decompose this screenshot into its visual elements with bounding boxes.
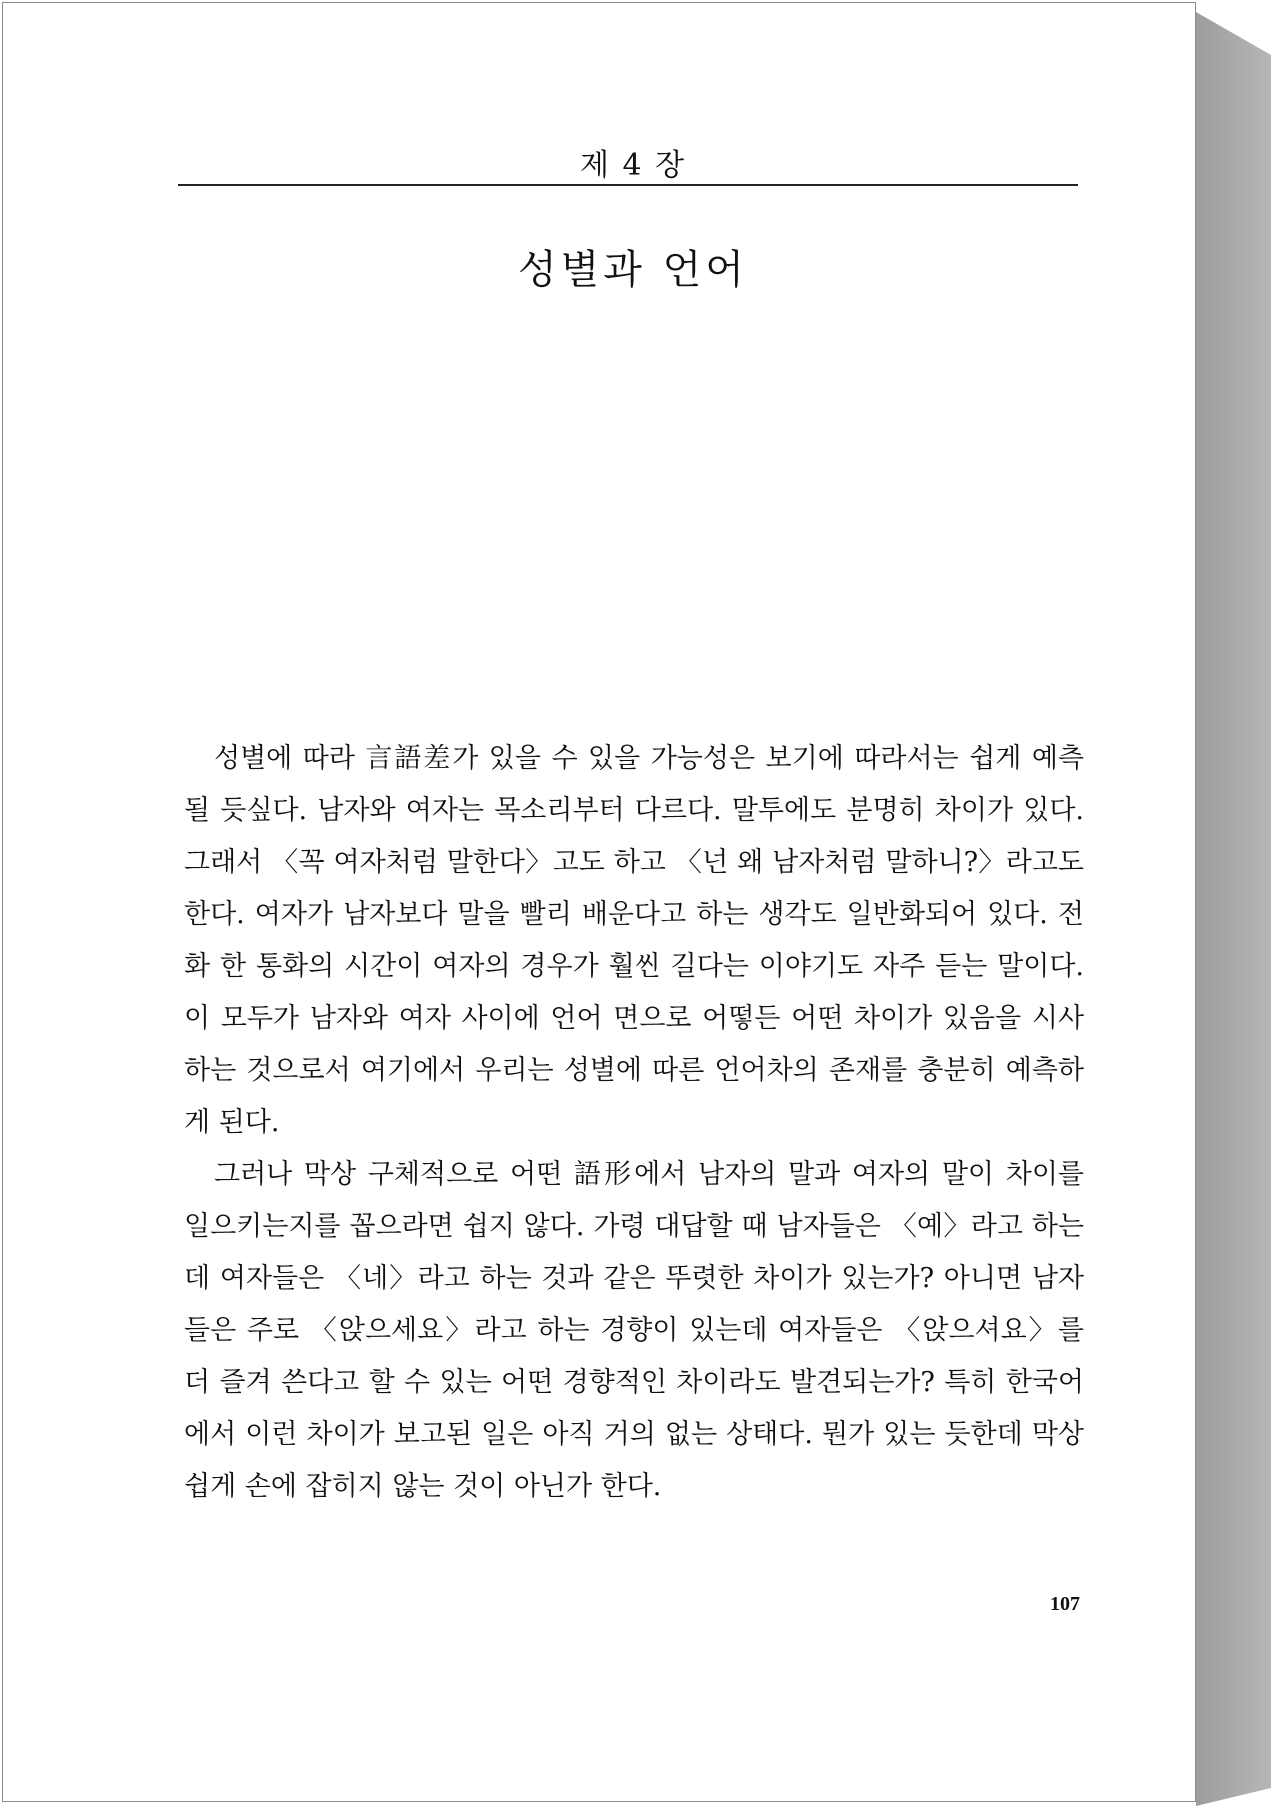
chapter-title: 성별과 언어 xyxy=(518,247,748,293)
chapter-divider xyxy=(178,184,1078,186)
body-text xyxy=(184,733,1084,1513)
chapter-label: 제 4 장 xyxy=(579,148,687,183)
page-number: 107 xyxy=(1050,1593,1080,1615)
paragraph: 그러나 막상 구체적으로 어떤 語形에서 남자의 말과 여자의 말이 차이를 일으키는지를 꼽으라면 쉽지 않다. 가령 대답할 때 남자들은 〈예〉라고 하는데 여자들은 〈네〉라고 하는 것과 같은 뚜렷한 차이가 있는가? 아니면 남자들은 주로 〈앉으세요〉라고 하는 경향이 있는데 여자들은 〈앉으셔요〉를 더 즐겨 쓴다고 할 수 있는 어떤 경향적인 차이라도 발견되는가? 특히 한국어에서 이런 차이가 보고된 일은 아직 거의 없는 상태다. 뭔가 있는 듯한데 막상 쉽게 손에 잡히지 않는 것이 아닌가 한다. xyxy=(184,1159,1084,1502)
paragraph: 성별에 따라 言語差가 있을 수 있을 가능성은 보기에 따라서는 쉽게 예측될 듯싶다. 남자와 여자는 목소리부터 다르다. 말투에도 분명히 차이가 있다. 그래서 〈꼭 여자처럼 말한다〉고도 하고 〈넌 왜 남자처럼 말하니?〉라고도 한다. 여자가 남자보다 말을 빨리 배운다고 하는 생각도 일반화되어 있다. 전화 한 통화의 시간이 여자의 경우가 훨씬 길다는 이야기도 자주 듣는 말이다. 이 모두가 남자와 여자 사이에 언어 면으로 어떻든 어떤 차이가 있음을 시사하는 것으로서 여기에서 우리는 성별에 따른 언어차의 존재를 충분히 예측하게 된다. xyxy=(184,743,1084,1138)
